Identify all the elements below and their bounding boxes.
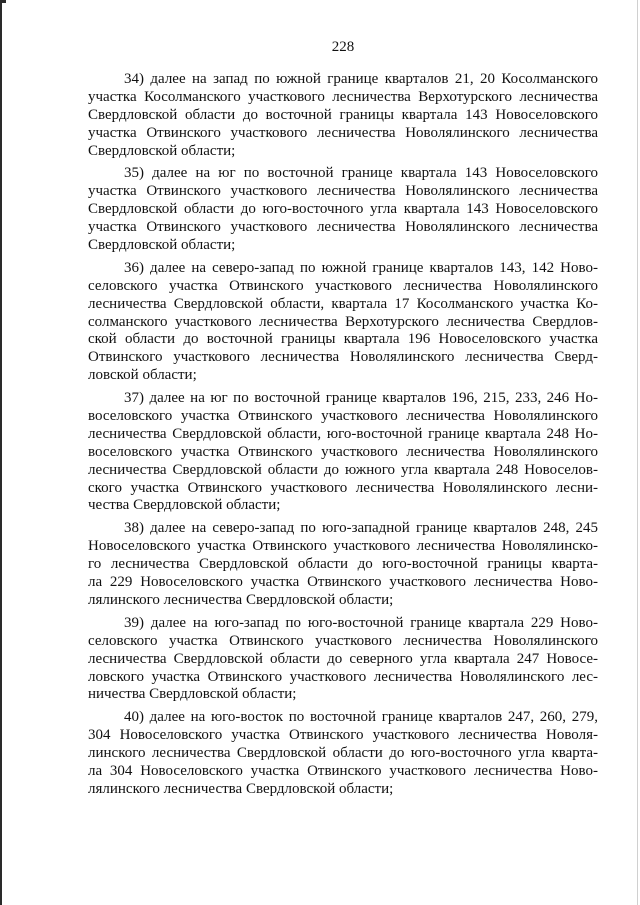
- text-line: селовского участка Отвинского участкового лесничества Новолялинского: [88, 632, 598, 649]
- text-line: лесничества Свердловской области до южного угла квартала 248 Новоселов-: [88, 461, 598, 478]
- text-line: Новоселовского участка Отвинского участкового лесничества Новолялинско-: [88, 538, 598, 555]
- text-line: лесничества Свердловской области, квартала 17 Косолманского участка Ко-: [88, 295, 598, 312]
- text-line: 35) далее на юг по восточной границе квартала 143 Новоселовского: [124, 165, 598, 182]
- text-line: ла 304 Новоселовского участка Отвинского участкового лесничества Ново-: [88, 762, 598, 779]
- text-line: го лесничества Свердловской области до юго-восточной границы кварта-: [88, 556, 598, 573]
- text-line: селовского участка Отвинского участкового лесничества Новолялинского: [88, 277, 598, 294]
- paragraph-39: [88, 615, 598, 704]
- text-line: ловского участка Отвинского участкового лесничества Новолялинского лес-: [88, 668, 598, 685]
- paragraph-40: [88, 709, 598, 798]
- text-line: Свердловской области до восточной границы квартала 143 Новоселовского: [88, 106, 598, 123]
- text-line: участка Отвинского участкового лесничества Новолялинского лесничества: [88, 124, 598, 141]
- scan-edge-left: [0, 0, 2, 905]
- text-line: ла 229 Новоселовского участка Отвинского участкового лесничества Ново-: [88, 574, 598, 591]
- paragraph-34: [88, 71, 598, 160]
- text-line: 36) далее на северо-запад по южной границе кварталов 143, 142 Ново-: [124, 259, 598, 276]
- text-line: чества Свердловской области;: [88, 497, 281, 514]
- text-line: линского лесничества Свердловской области до юго-восточного угла кварта-: [88, 745, 598, 762]
- scan-edge-top: [0, 0, 6, 3]
- text-line: лесничества Свердловской области, юго-восточной границе квартала 248 Но-: [88, 425, 598, 442]
- text-line: лялинского лесничества Свердловской области;: [88, 780, 394, 797]
- text-line: 34) далее на запад по южной границе кварталов 21, 20 Косолманского: [124, 71, 598, 87]
- text-line: 38) далее на северо-запад по юго-западной границе кварталов 248, 245: [124, 520, 598, 537]
- text-line: ского участка Отвинского участкового лесничества Новолялинского лесни-: [88, 479, 598, 496]
- text-line: лялинского лесничества Свердловской области;: [88, 591, 394, 608]
- paragraph-38: [88, 520, 598, 609]
- document-body: [88, 71, 598, 799]
- text-line: ской области до восточной границы квартала 196 Новоселовского участка: [88, 331, 598, 348]
- text-line: участка Отвинского участкового лесничества Новолялинского лесничества: [88, 183, 598, 200]
- scan-edge-right: [637, 0, 638, 905]
- text-line: ничества Свердловской области;: [88, 686, 297, 703]
- text-line: 40) далее на юго-восток по восточной границе кварталов 247, 260, 279,: [124, 709, 598, 726]
- text-line: участка Косолманского участкового лесничества Верхотурского лесничества: [88, 88, 598, 105]
- text-line: 304 Новоселовского участка Отвинского участкового лесничества Новоля-: [88, 727, 598, 744]
- text-line: 37) далее на юг по восточной границе кварталов 196, 215, 233, 246 Но-: [124, 390, 598, 407]
- text-line: воселовского участка Отвинского участкового лесничества Новолялинского: [88, 443, 598, 460]
- paragraph-35: [88, 165, 598, 254]
- page-number: 228: [331, 39, 355, 55]
- text-line: Свердловской области;: [88, 142, 236, 159]
- text-line: ловской области;: [88, 367, 197, 384]
- text-line: лесничества Свердловской области до северного угла квартала 247 Новосе-: [88, 650, 598, 667]
- text-line: Отвинского участкового лесничества Новолялинского лесничества Сверд-: [88, 349, 598, 366]
- text-line: участка Отвинского участкового лесничества Новолялинского лесничества: [88, 219, 598, 236]
- paragraph-36: [88, 260, 598, 385]
- text-line: воселовского участка Отвинского участкового лесничества Новолялинского: [88, 408, 598, 425]
- text-line: солманского участкового лесничества Верхотурского лесничества Свердлов-: [88, 313, 598, 330]
- text-line: Свердловской области;: [88, 237, 236, 254]
- paragraph-37: [88, 390, 598, 515]
- text-line: Свердловской области до юго-восточного угла квартала 143 Новоселовского: [88, 201, 598, 218]
- text-line: 39) далее на юго-запад по юго-восточной границе квартала 229 Ново-: [124, 614, 598, 631]
